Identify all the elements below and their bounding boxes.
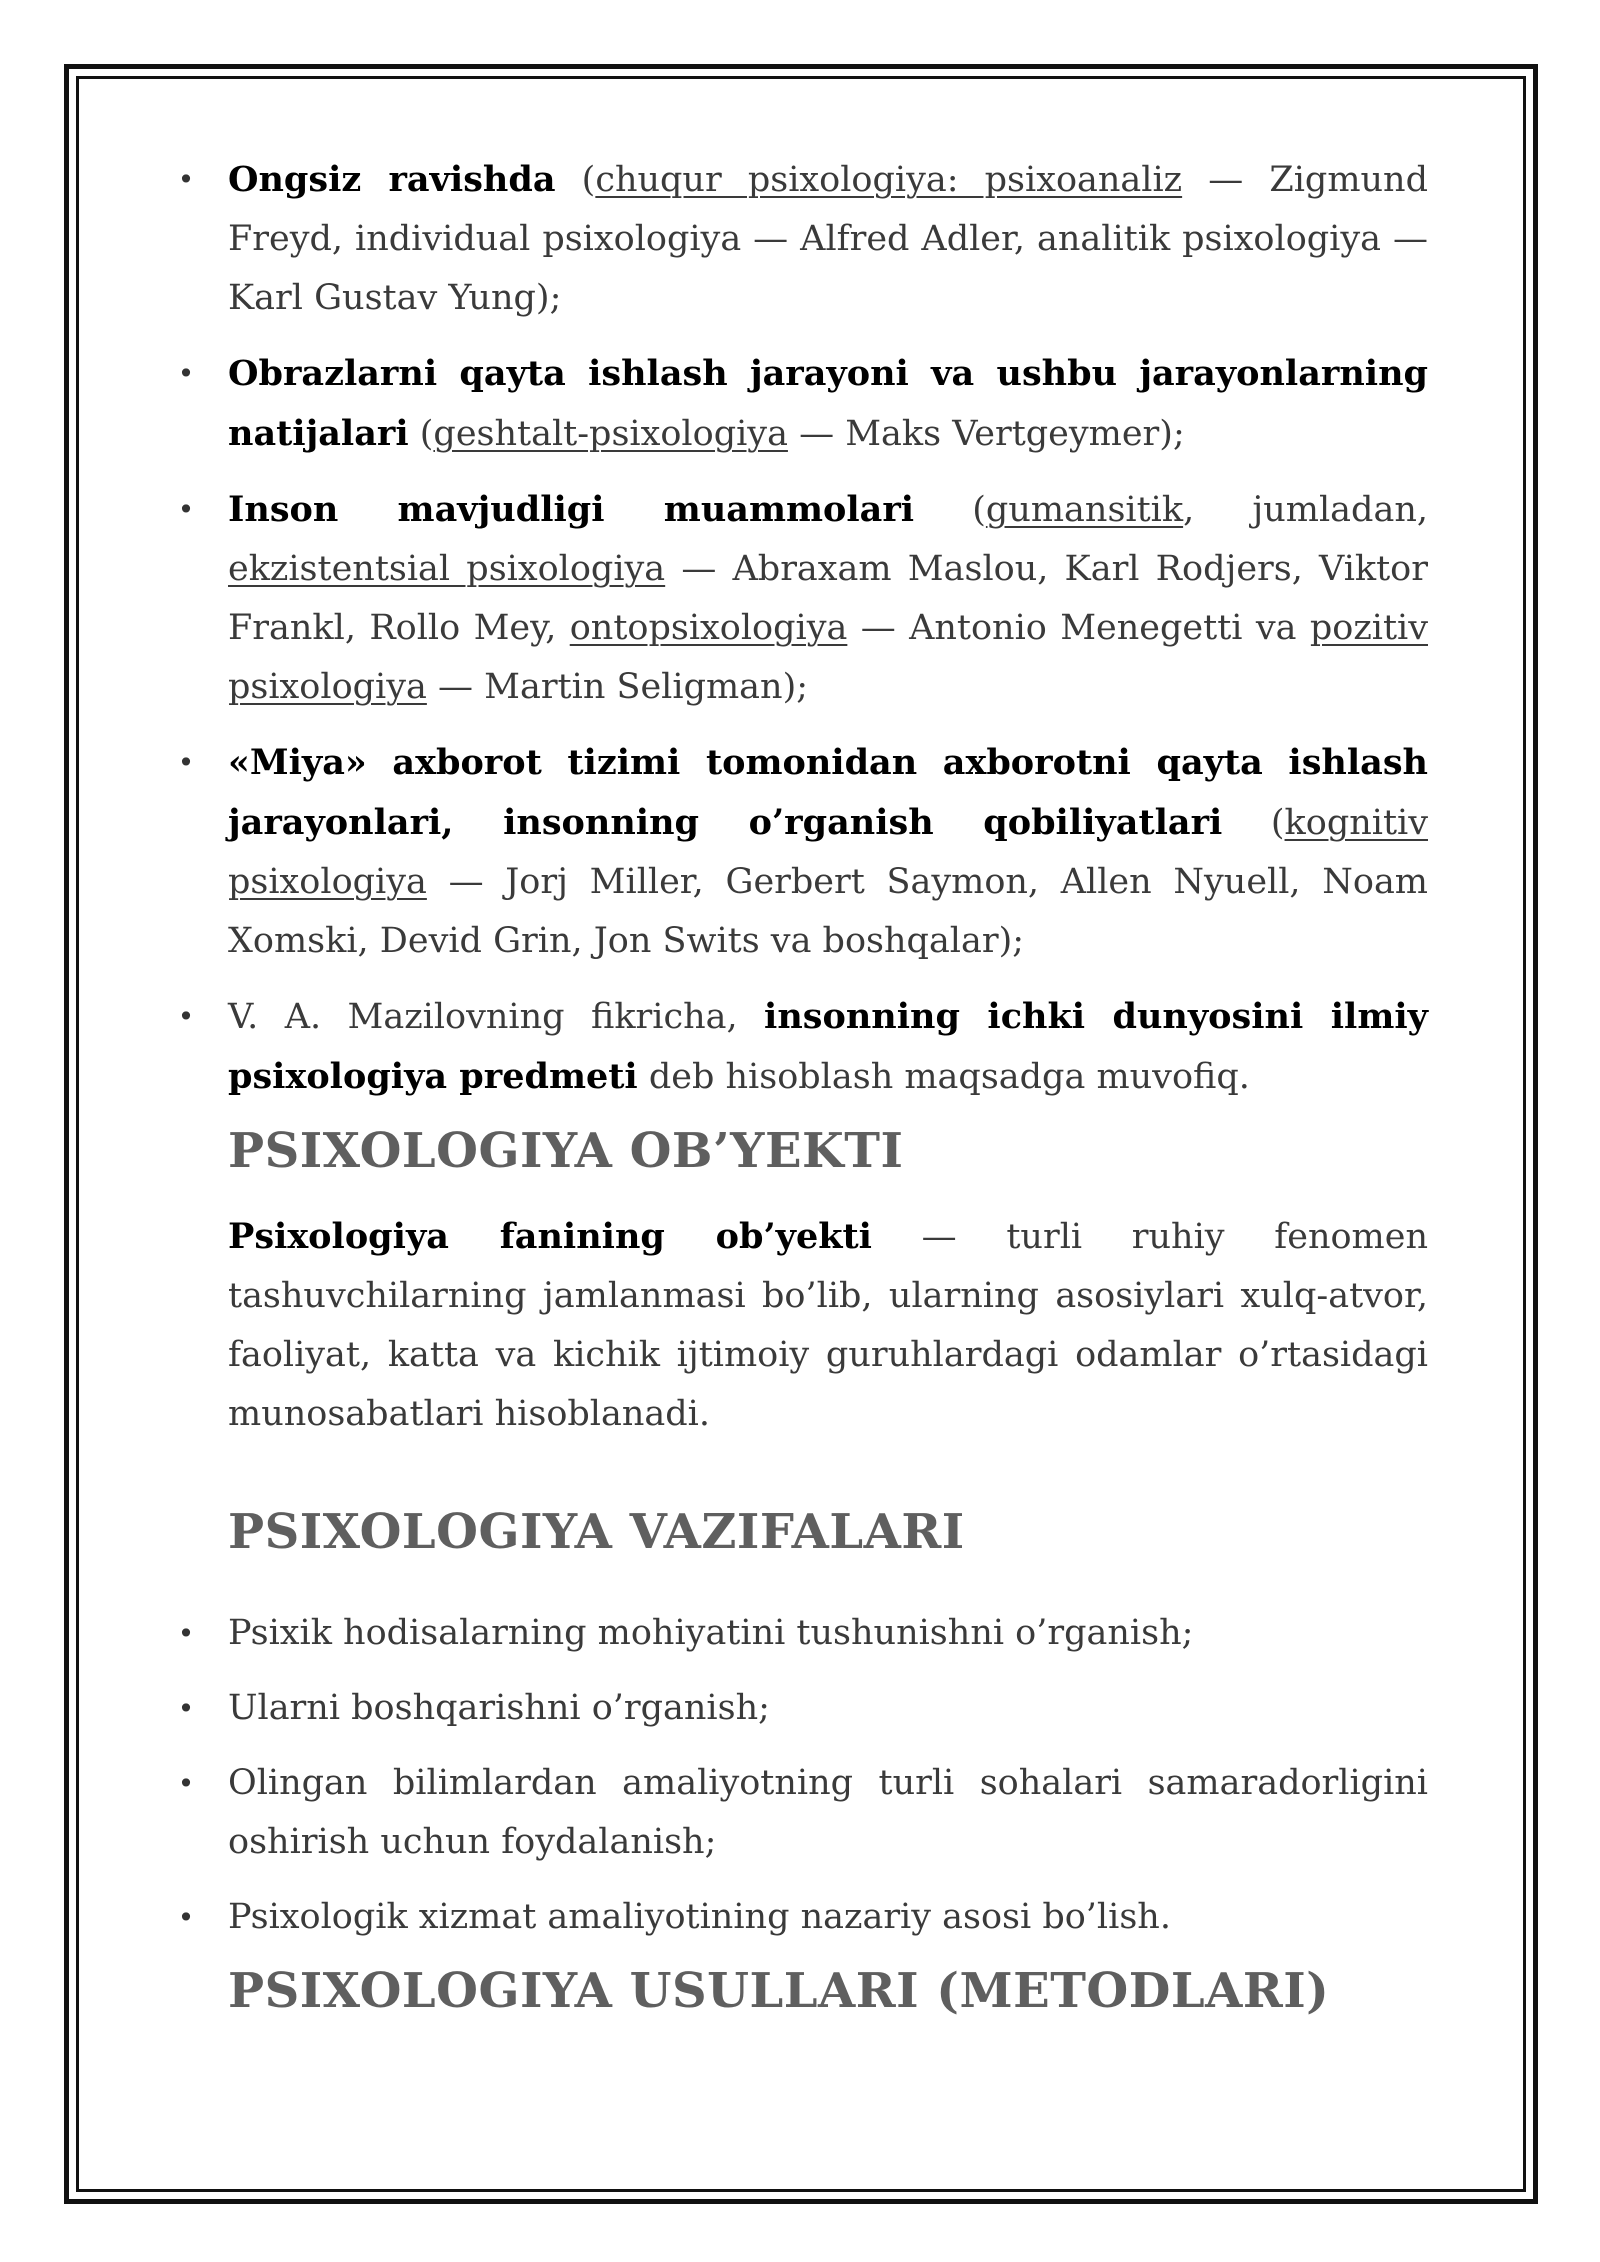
item-text: Psixik hodisalarning mohiyatini tushunishni o’rganish;: [228, 1613, 1194, 1653]
paragraph-text: — turli ruhiy fenomen tashuvchilarning jamlanmasi bo’lib, ularning asosiylari xulq-atvor, faoliyat, katta va kichik ijtimoiy guruhlardagi odamlar o’rtasidagi munosabatlari hisoblanadi.: [228, 1217, 1428, 1434]
document-body: [177, 150, 1429, 2019]
list-item: [177, 987, 1429, 1107]
list-item: [177, 1679, 1428, 1738]
school-link[interactable]: pozitiv psixologiya: [228, 608, 1428, 707]
item-text: (: [408, 414, 434, 454]
item-text: (: [1222, 803, 1285, 843]
psychology-schools-list: [177, 150, 1429, 1107]
bullet-icon: •: [177, 493, 195, 526]
list-item: [177, 1754, 1428, 1872]
item-bold-text: Obrazlarni qayta ishlash jarayoni va ushbu jarayonlarning natijalari: [228, 353, 1428, 454]
school-link[interactable]: gumansitik: [985, 490, 1184, 530]
list-item: [177, 1888, 1428, 1947]
list-item: [177, 150, 1428, 328]
bullet-icon: •: [177, 357, 195, 390]
item-bold-text: Ongsiz ravishda: [228, 159, 556, 200]
list-item: [177, 733, 1428, 971]
item-text: — Antonio Menegetti va: [847, 608, 1310, 648]
bullet-icon: •: [177, 1617, 195, 1650]
item-text: — Martin Seligman);: [426, 667, 809, 707]
tasks-list: [177, 1604, 1428, 1947]
item-text: — Jorj Miller, Gerbert Saymon, Allen Nyuell, Noam Xomski, Devid Grin, Jon Swits va boshqalar);: [228, 862, 1428, 961]
section-heading-tasks: PSIXOLOGIYA VAZIFALARI: [228, 1504, 965, 1560]
item-bold-text: Inson mavjudligi muammolari: [228, 489, 915, 530]
item-text: Olingan bilimlardan amaliyotning turli sohalari samaradorligini oshirish uchun foydalanish;: [228, 1763, 1428, 1862]
item-text: , jumladan,: [1183, 490, 1428, 530]
school-link[interactable]: geshtalt-psixologiya: [433, 414, 788, 454]
item-text: — Maks Vertgeymer);: [787, 414, 1185, 454]
school-link[interactable]: ekzistentsial psixologiya: [228, 549, 666, 589]
bullet-icon: •: [177, 163, 195, 196]
item-text: — Zigmund Freyd, individual psixologiya — Alfred Adler, analitik psixologiya — Karl Gustav Yung);: [228, 160, 1428, 318]
item-text: Psixologik xizmat amaliyotining nazariy asosi bo’lish.: [228, 1897, 1171, 1937]
school-link[interactable]: kognitiv psixologiya: [228, 803, 1428, 902]
item-bold-text: insonning ichki dunyosini ilmiy psixologiya predmeti: [228, 996, 1429, 1097]
list-item: [177, 1604, 1428, 1663]
paragraph-bold-text: Psixologiya fanining ob’yekti: [228, 1216, 872, 1257]
bullet-icon: •: [177, 1692, 195, 1725]
item-bold-text: «Miya» axborot tizimi tomonidan axborotni qayta ishlash jarayonlari, insonning o’rganish qobiliyatlari: [228, 742, 1428, 843]
section-heading-methods: PSIXOLOGIYA USULLARI (METODLARI): [228, 1963, 1330, 2019]
bullet-icon: •: [177, 1901, 195, 1934]
school-link[interactable]: ontopsixologiya: [569, 608, 848, 648]
item-text: (: [914, 490, 986, 530]
bullet-icon: •: [177, 746, 195, 779]
item-text: V. A. Mazilovning fikricha,: [228, 997, 765, 1037]
list-item: [177, 344, 1428, 464]
item-text: (: [555, 160, 596, 200]
item-text: Ularni boshqarishni o’rganish;: [228, 1688, 770, 1728]
item-text: — Abraxam Maslou, Karl Rodjers, Viktor Frankl, Rollo Mey,: [228, 549, 1428, 648]
bullet-icon: •: [177, 1767, 195, 1800]
school-link[interactable]: chuqur psixologiya: psixoanaliz: [595, 160, 1183, 200]
section-heading-object: PSIXOLOGIYA OB’YEKTI: [228, 1123, 904, 1179]
item-text: deb hisoblash maqsadga muvofiq.: [637, 1057, 1250, 1097]
object-paragraph: [228, 1207, 1428, 1444]
list-item: [177, 480, 1428, 717]
bullet-icon: •: [177, 1000, 195, 1033]
